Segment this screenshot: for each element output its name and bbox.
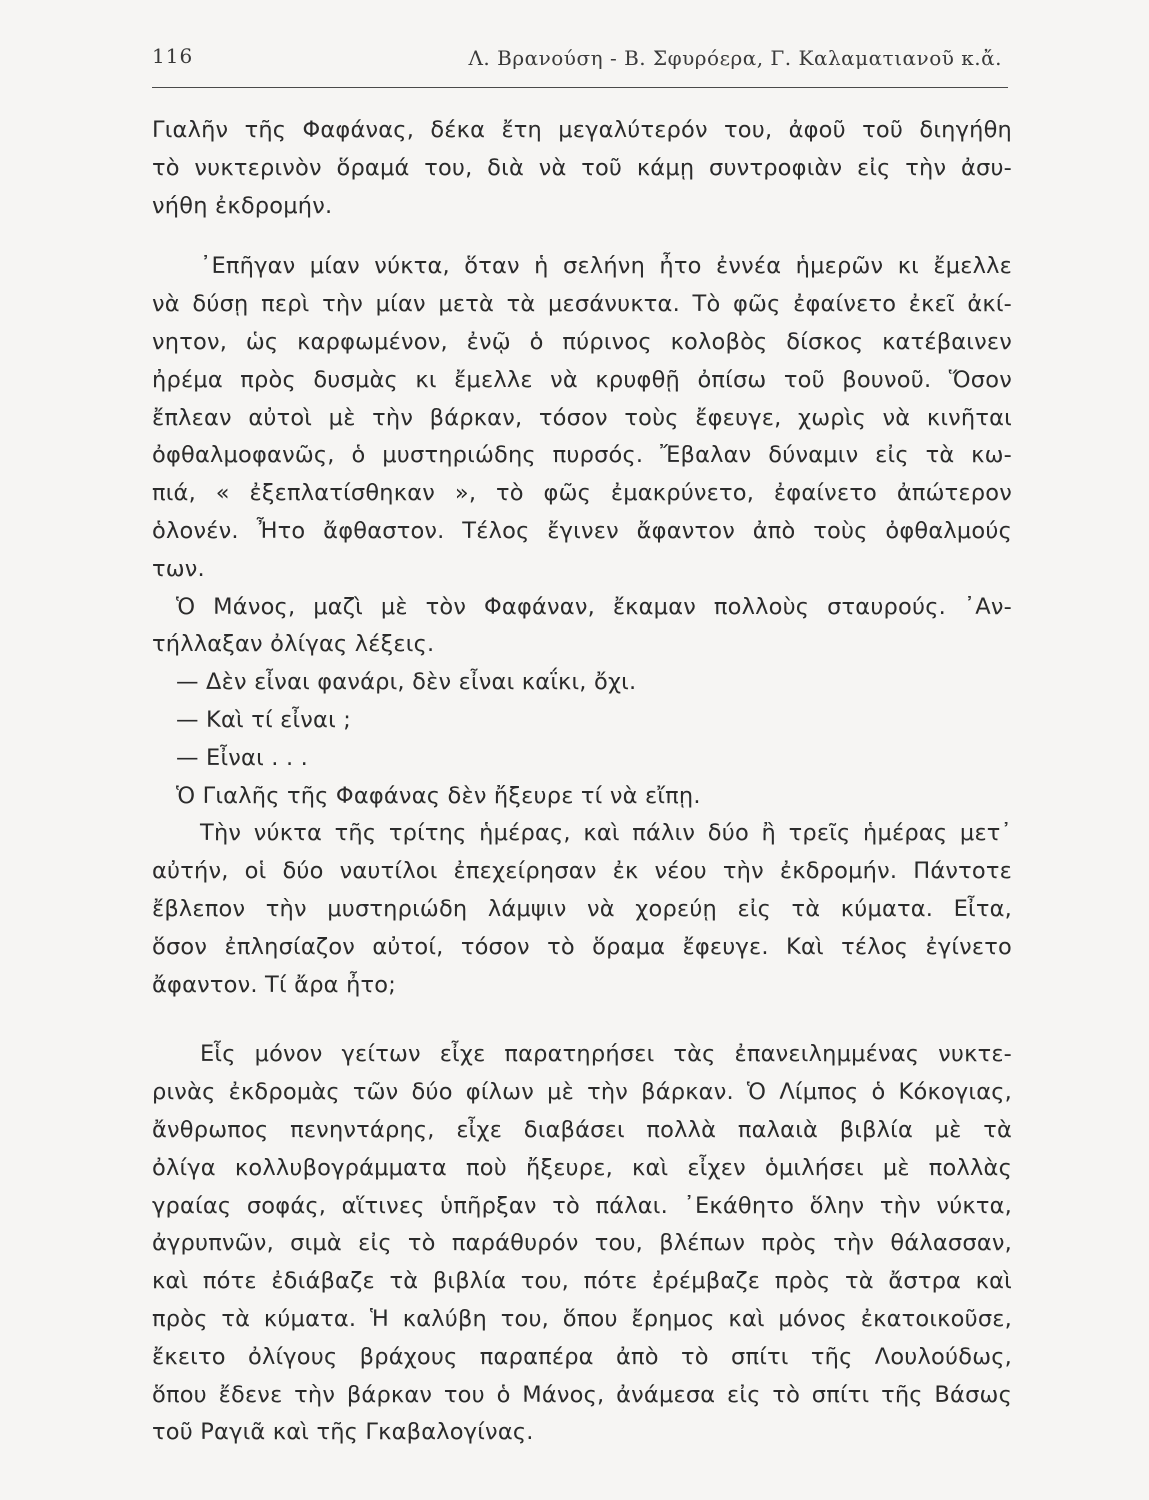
text-line: ρινὰς ἐκδρομὰς τῶν δύο φίλων μὲ τὴν βάρκαν. Ὁ Λίμπος ὁ Κόκογιας, xyxy=(152,1079,1012,1106)
body-text xyxy=(152,112,1012,1452)
dialogue-line: — Δὲν εἶναι φανάρι, δὲν εἶναι καΐκι, ὄχι. xyxy=(176,669,637,696)
text-line: ἠρέμα πρὸς δυσμὰς κι ἔμελλε νὰ κρυφθῇ ὀπίσω τοῦ βουνοῦ. Ὅσον xyxy=(152,366,1012,393)
text-line: νὰ δύσῃ περὶ τὴν μίαν μετὰ τὰ μεσάνυκτα. Τὸ φῶς ἐφαίνετο ἐκεῖ ἀκί- xyxy=(152,291,1012,318)
text-line: ἔκειτο ὀλίγους βράχους παραπέρα ἀπὸ τὸ σπίτι τῆς Λουλούδως, xyxy=(152,1343,1012,1370)
text-line: Γιαλῆν τῆς Φαφάνας, δέκα ἔτη μεγαλύτερόν του, ἀφοῦ τοῦ διηγήθη xyxy=(152,117,1012,143)
dialogue-line: — Καὶ τί εἶναι ; xyxy=(176,706,352,733)
text-line: ἔπλεαν αὐτοὶ μὲ τὴν βάρκαν, τόσον τοὺς ἔφευγε, χωρὶς νὰ κινῆται xyxy=(152,404,1012,431)
text-line: νητον, ὡς καρφωμένον, ἐνῷ ὁ πύρινος κολοβὸς δίσκος κατέβαινεν xyxy=(152,328,1012,355)
text-line: καὶ πότε ἐδιάβαζε τὰ βιβλία του, πότε ἐρέμβαζε πρὸς τὰ ἄστρα καὶ xyxy=(152,1268,1012,1295)
page-number: 116 xyxy=(152,44,194,68)
paragraph-gap xyxy=(152,225,1012,248)
text-line: ὁλονέν. Ἦτο ἄφθαστον. Τέλος ἔγινεν ἄφαντον ἀπὸ τοὺς ὀφθαλμούς xyxy=(152,517,1012,544)
text-line: νήθη ἐκδρομήν. xyxy=(152,192,333,219)
text-line: πρὸς τὰ κύματα. Ἡ καλύβη του, ὅπου ἔρημος καὶ μόνος ἐκατοικοῦσε, xyxy=(152,1305,1012,1332)
header-rule xyxy=(152,87,1008,88)
text-line: γραίας σοφάς, αἵτινες ὑπῆρξαν τὸ πάλαι. ᾿Εκάθητο ὅλην τὴν νύκτα, xyxy=(152,1192,1012,1219)
text-line: ὀλίγα κολλυβογράμματα ποὺ ἤξευρε, καὶ εἶχεν ὁμιλήσει μὲ πολλὰς xyxy=(152,1154,1012,1181)
text-line: τήλλαξαν ὀλίγας λέξεις. xyxy=(152,631,435,658)
text-line: πιά, « ἐξεπλατίσθηκαν », τὸ φῶς ἐμακρύνετο, ἐφαίνετο ἀπώτερον xyxy=(152,480,1012,507)
dialogue-line: — Εἶναι . . . xyxy=(176,744,309,771)
text-line: ὅσον ἐπλησίαζον αὐτοί, τόσον τὸ ὅραμα ἔφευγε. Καὶ τέλος ἐγίνετο xyxy=(152,933,1012,960)
text-line: αὐτήν, οἱ δύο ναυτίλοι ἐπεχείρησαν ἐκ νέου τὴν ἐκδρομήν. Πάντοτε xyxy=(152,858,1012,885)
running-head: Λ. Βρανούση - Β. Σφυρόερα, Γ. Καλαματιανοῦ κ.ἄ. xyxy=(468,46,1002,70)
text-line: τοῦ Ραγιᾶ καὶ τῆς Γκαβαλογίνας. xyxy=(152,1419,534,1446)
text-line: ἀγρυπνῶν, σιμὰ εἰς τὸ παράθυρόν του, βλέπων πρὸς τὴν θάλασσαν, xyxy=(152,1230,1012,1257)
text-line: Εἷς μόνον γείτων εἶχε παρατηρήσει τὰς ἐπανειλημμένας νυκτε- xyxy=(200,1041,1012,1068)
text-line: ᾿Επῆγαν μίαν νύκτα, ὅταν ἡ σελήνη ἦτο ἐννέα ἡμερῶν κι ἔμελλε xyxy=(200,253,1012,280)
text-line: ἔβλεπον τὴν μυστηριώδη λάμψιν νὰ χορεύῃ εἰς τὰ κύματα. Εἶτα, xyxy=(152,895,1012,922)
text-line: των. xyxy=(152,555,205,582)
text-line: Τὴν νύκτα τῆς τρίτης ἡμέρας, καὶ πάλιν δύο ἢ τρεῖς ἡμέρας μετ᾿ xyxy=(200,820,1012,847)
text-line: Ὁ Γιαλῆς τῆς Φαφάνας δὲν ἤξευρε τί νὰ εἴπῃ. xyxy=(176,782,701,809)
page-header xyxy=(152,44,1008,88)
text-line: ὅπου ἔδενε τὴν βάρκαν του ὁ Μάνος, ἀνάμεσα εἰς τὸ σπίτι τῆς Βάσως xyxy=(152,1381,1012,1408)
text-line: Ὁ Μάνος, μαζὶ μὲ τὸν Φαφάναν, ἔκαμαν πολλοὺς σταυρούς. ᾿Αν- xyxy=(176,593,1012,620)
text-line: τὸ νυκτερινὸν ὅραμά του, διὰ νὰ τοῦ κάμῃ συντροφιὰν εἰς τὴν ἀσυ- xyxy=(152,154,1012,181)
section-gap xyxy=(152,1004,1012,1036)
text-line: ἄφαντον. Τί ἄρα ἦτο; xyxy=(152,971,397,998)
text-line: ὀφθαλμοφανῶς, ὁ μυστηριώδης πυρσός. Ἔβαλαν δύναμιν εἰς τὰ κω- xyxy=(152,442,1012,469)
text-line: ἄνθρωπος πενηντάρης, εἶχε διαβάσει πολλὰ παλαιὰ βιβλία μὲ τὰ xyxy=(152,1116,1012,1143)
